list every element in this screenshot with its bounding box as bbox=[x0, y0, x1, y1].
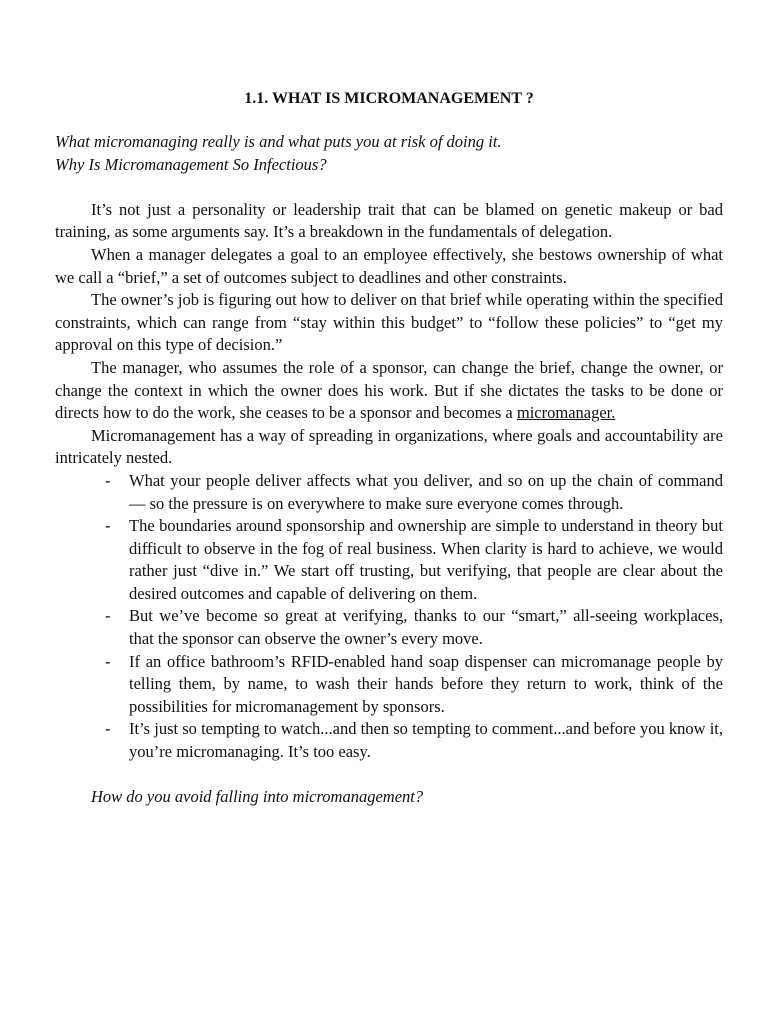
list-item bbox=[55, 470, 723, 515]
list-item-text: The boundaries around sponsorship and ownership are simple to understand in theory but difficult to observe in the fog of real business. When clarity is hard to achieve, we would rather just “dive in.” We start off trusting, but verifying, that people are clear about the desired outcomes and capable of delivering on them. bbox=[129, 516, 723, 603]
document-page bbox=[55, 89, 723, 809]
paragraph-4-text: The manager, who assumes the role of a sponsor, can change the brief, change the owner, or change the context in which the owner does his work. But if she dictates the tasks to be done or directs how to do the work, she ceases to be a sponsor and becomes a bbox=[55, 357, 723, 423]
paragraph-3: The owner’s job is figuring out how to deliver on that brief while operating within the specified constraints, which can range from “stay within this budget” to “follow these policies” to “get my approval on this type of decision.” bbox=[55, 290, 723, 355]
page-title: 1.1. WHAT IS MICROMANAGEMENT ? bbox=[244, 90, 534, 107]
intro-subtitle: What micromanaging really is and what puts you at risk of doing it. bbox=[55, 132, 502, 151]
paragraph-1: It’s not just a personality or leadership trait that can be blamed on genetic makeup or bad training, as some arguments say. It’s a breakdown in the fundamentals of delegation. bbox=[55, 199, 723, 242]
list-item-text: What your people deliver affects what you deliver, and so on up the chain of command — so the pressure is on everywhere to make sure everyone comes through. bbox=[129, 470, 723, 513]
intro-question: Why Is Micromanagement So Infectious? bbox=[55, 154, 327, 174]
list-item-text: It’s just so tempting to watch...and then so tempting to comment...and before you know it, you’re micromanaging. It’s too easy. bbox=[129, 719, 723, 762]
bullet-dash: - bbox=[105, 516, 111, 536]
list-item-text: If an office bathroom’s RFID-enabled hand soap dispenser can micromanage people by telling them, by name, to wash their hands before they return to work, think of the possibilities for micromanagement by sponsors. bbox=[129, 651, 723, 716]
paragraph-5: Micromanagement has a way of spreading in organizations, where goals and accountability are intricately nested. bbox=[55, 425, 723, 468]
list-item bbox=[55, 718, 723, 763]
bullet-dash: - bbox=[105, 606, 111, 626]
list-item bbox=[55, 651, 723, 719]
bullet-dash: - bbox=[105, 651, 111, 671]
micromanager-underlined-term: micromanager. bbox=[516, 403, 616, 423]
list-item-text: But we’ve become so great at verifying, thanks to our “smart,” all-seeing workplaces, that the sponsor can observe the owner’s every move. bbox=[129, 606, 723, 649]
paragraph-4 bbox=[55, 357, 723, 425]
bullet-list bbox=[55, 470, 723, 764]
bullet-dash: - bbox=[105, 470, 111, 490]
closing-question: How do you avoid falling into micromanagement? bbox=[91, 787, 424, 807]
paragraph-2: When a manager delegates a goal to an employee effectively, she bestows ownership of what we call a “brief,” a set of outcomes subject to deadlines and other constraints. bbox=[55, 244, 723, 287]
blank-line bbox=[55, 764, 723, 787]
blank-line bbox=[55, 176, 723, 199]
list-item bbox=[55, 605, 723, 650]
list-item bbox=[55, 515, 723, 605]
bullet-dash: - bbox=[105, 719, 111, 739]
